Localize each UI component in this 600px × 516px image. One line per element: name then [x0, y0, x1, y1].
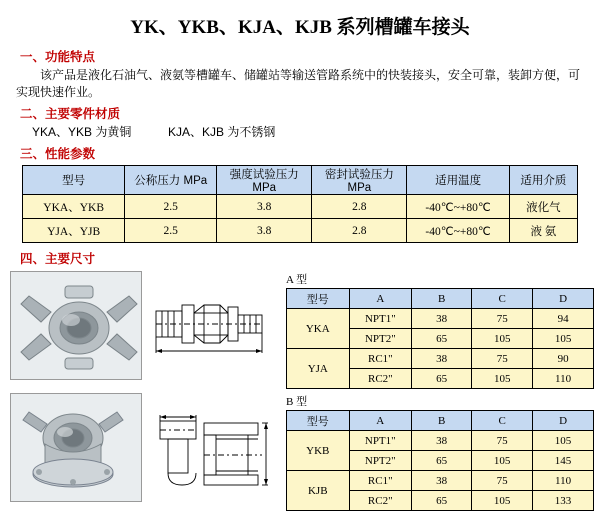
- perf-cell-temp: -40℃~+80℃: [407, 219, 509, 243]
- dim-a-col-d: D: [533, 289, 594, 309]
- material-left-text: YKA、YKB 为黄铜: [32, 125, 132, 139]
- dim-a-col-b: B: [412, 289, 472, 309]
- coupling-photo-b-illustration: [11, 394, 141, 501]
- section-heading-dimensions: 四、主要尺寸: [20, 252, 96, 266]
- dimension-table-b: [286, 410, 594, 511]
- perf-cell-model: YKA、YKB: [23, 195, 125, 219]
- dim-b-cell-c: 105: [472, 491, 533, 511]
- table-header-row: [287, 411, 594, 431]
- dim-b-cell-c: 75: [472, 471, 533, 491]
- dimension-table-a: [286, 288, 594, 389]
- dim-b-col-a: A: [349, 411, 412, 431]
- perf-col-seal-test: 密封试验压力 MPa: [312, 166, 407, 195]
- table-row: [287, 431, 594, 451]
- dimension-table-b-label: B 型: [286, 396, 308, 408]
- dim-a-cell-b: 65: [412, 369, 472, 389]
- table-row: [287, 309, 594, 329]
- dim-a-cell-a: RC2": [349, 369, 412, 389]
- dim-b-cell-b: 38: [412, 471, 472, 491]
- coupling-photo-a-illustration: [11, 272, 141, 379]
- dim-a-col-c: C: [472, 289, 533, 309]
- dim-b-col-c: C: [472, 411, 533, 431]
- dim-a-cell-model: YJA: [287, 349, 350, 389]
- dim-a-cell-a: NPT2": [349, 329, 412, 349]
- dimensions-section: [10, 271, 590, 511]
- dim-a-cell-b: 38: [412, 349, 472, 369]
- dim-b-cell-d: 105: [533, 431, 594, 451]
- technical-drawing-b: [148, 393, 272, 500]
- page-title: YK、YKB、KJA、KJB 系列槽罐车接头: [130, 17, 470, 38]
- dim-b-cell-a: RC2": [349, 491, 412, 511]
- perf-col-model: 型号: [23, 166, 125, 195]
- dim-a-col-a: A: [349, 289, 412, 309]
- table-header-row: [287, 289, 594, 309]
- dim-a-cell-d: 110: [533, 369, 594, 389]
- perf-cell-medium: 液 氨: [509, 219, 577, 243]
- technical-drawing-a: [148, 271, 272, 378]
- dim-a-cell-c: 105: [472, 329, 533, 349]
- section-heading-material: 二、主要零件材质: [20, 107, 121, 121]
- dim-a-cell-model: YKA: [287, 309, 350, 349]
- performance-table: [22, 165, 578, 243]
- dim-a-cell-c: 75: [472, 349, 533, 369]
- dim-b-cell-b: 65: [412, 491, 472, 511]
- table-header-row: [23, 166, 578, 195]
- dim-b-cell-a: RC1": [349, 471, 412, 491]
- perf-col-medium: 适用介质: [509, 166, 577, 195]
- perf-cell-strength: 3.8: [217, 219, 312, 243]
- section-heading-features: 一、功能特点: [20, 50, 96, 64]
- dim-b-col-model: 型号: [287, 411, 350, 431]
- dim-b-cell-b: 38: [412, 431, 472, 451]
- dimension-table-b-wrap: [286, 393, 594, 511]
- material-line: [32, 124, 584, 141]
- product-photo-b: [10, 393, 142, 502]
- section-heading-performance: 三、性能参数: [20, 147, 96, 161]
- dim-b-cell-c: 105: [472, 451, 533, 471]
- dim-b-cell-d: 145: [533, 451, 594, 471]
- dim-a-cell-a: RC1": [349, 349, 412, 369]
- dim-a-cell-d: 94: [533, 309, 594, 329]
- table-row: [23, 219, 578, 243]
- perf-cell-temp: -40℃~+80℃: [407, 195, 509, 219]
- perf-cell-model: YJA、YJB: [23, 219, 125, 243]
- dimension-table-a-wrap: [286, 271, 594, 389]
- dim-b-cell-model: KJB: [287, 471, 350, 511]
- dim-a-cell-b: 65: [412, 329, 472, 349]
- dim-a-cell-d: 90: [533, 349, 594, 369]
- dim-b-cell-a: NPT2": [349, 451, 412, 471]
- features-body-text: 该产品是液化石油气、液氨等槽罐车、储罐站等输送管路系统中的快装接头，安全可靠，装卸方便，可实现快速作业。: [16, 68, 581, 99]
- dim-b-cell-model: YKB: [287, 431, 350, 471]
- perf-cell-nominal: 2.5: [125, 195, 217, 219]
- dim-b-cell-b: 65: [412, 451, 472, 471]
- dim-b-col-b: B: [412, 411, 472, 431]
- table-row: [287, 349, 594, 369]
- dimension-table-a-label: A 型: [286, 274, 308, 286]
- dim-b-cell-d: 110: [533, 471, 594, 491]
- perf-cell-strength: 3.8: [217, 195, 312, 219]
- dim-a-cell-c: 105: [472, 369, 533, 389]
- dim-a-col-model: 型号: [287, 289, 350, 309]
- material-right-text: KJA、KJB 为不锈钢: [168, 125, 276, 139]
- dim-b-cell-a: NPT1": [349, 431, 412, 451]
- product-photo-a: [10, 271, 142, 380]
- perf-col-nominal-pressure: 公称压力 MPa: [125, 166, 217, 195]
- perf-cell-seal: 2.8: [312, 219, 407, 243]
- dim-b-col-d: D: [533, 411, 594, 431]
- dim-a-cell-b: 38: [412, 309, 472, 329]
- dim-b-cell-d: 133: [533, 491, 594, 511]
- dimension-row-b: [10, 393, 590, 511]
- coupling-drawing-b: [148, 393, 272, 500]
- table-row: [23, 195, 578, 219]
- dim-a-cell-a: NPT1": [349, 309, 412, 329]
- dim-a-cell-d: 105: [533, 329, 594, 349]
- perf-col-strength-test: 强度试验压力 MPa: [217, 166, 312, 195]
- coupling-drawing-a: [148, 271, 272, 378]
- dim-b-cell-c: 75: [472, 431, 533, 451]
- table-row: [287, 471, 594, 491]
- perf-cell-seal: 2.8: [312, 195, 407, 219]
- perf-cell-medium: 液化气: [509, 195, 577, 219]
- dimension-row-a: [10, 271, 590, 389]
- perf-col-temperature: 适用温度: [407, 166, 509, 195]
- perf-cell-nominal: 2.5: [125, 219, 217, 243]
- dim-a-cell-c: 75: [472, 309, 533, 329]
